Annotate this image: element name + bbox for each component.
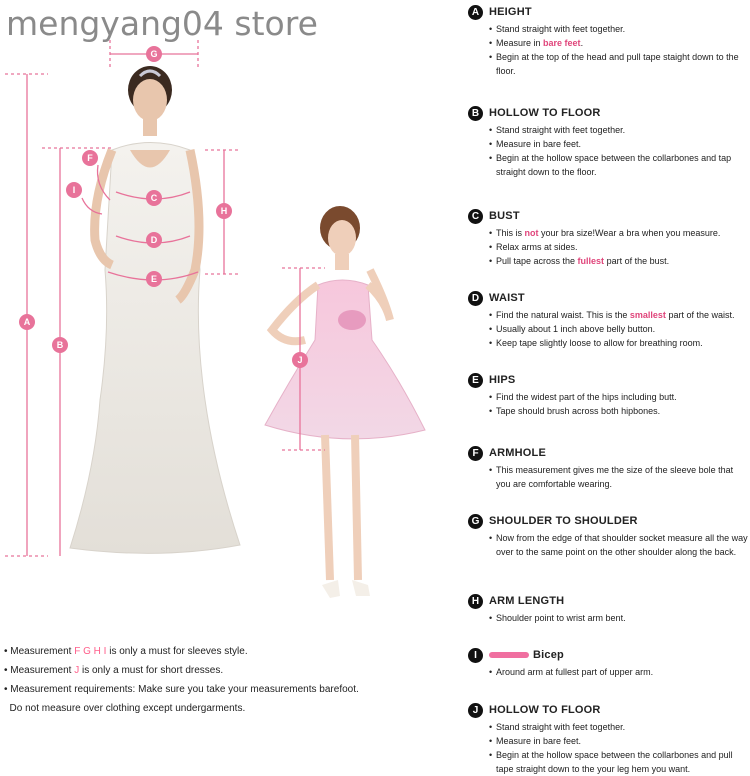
figure-label-g bbox=[146, 46, 162, 62]
svg-text:D: D bbox=[150, 235, 158, 245]
bullet-item: • Tape should brush across both hipbones. bbox=[490, 404, 750, 418]
letter-badge-icon: A bbox=[468, 5, 483, 20]
bullet-item: • Pull tape across the fullest part of the bust. bbox=[490, 254, 750, 268]
section-title: WAIST bbox=[489, 292, 525, 304]
letter-badge-icon: I bbox=[468, 648, 483, 663]
svg-text:J: J bbox=[297, 355, 303, 365]
svg-text:E: E bbox=[150, 274, 158, 284]
section-c bbox=[468, 208, 750, 268]
section-d bbox=[468, 290, 750, 350]
section-title: ARMHOLE bbox=[489, 447, 547, 459]
bullet-item: • This is not your bra size!Wear a bra when you measure. bbox=[490, 226, 750, 240]
figure-label-j bbox=[292, 352, 308, 368]
section-j bbox=[468, 702, 750, 776]
letter-badge-icon: D bbox=[468, 291, 483, 306]
notes bbox=[4, 642, 424, 718]
section-title: Bicep bbox=[533, 649, 564, 661]
bullet-item: • Stand straight with feet together. bbox=[490, 720, 750, 734]
section-title: HOLLOW TO FLOOR bbox=[489, 107, 601, 119]
bullet-item: • Find the natural waist. This is the smallest part of the waist. bbox=[490, 308, 750, 322]
figure-label-f bbox=[82, 150, 98, 166]
section-title: SHOULDER TO SHOULDER bbox=[489, 515, 638, 527]
bullet-item: • Keep tape slightly loose to allow for breathing room. bbox=[490, 336, 750, 350]
section-i bbox=[468, 647, 750, 679]
figure-label-i bbox=[66, 182, 82, 198]
bullet-item: • Shoulder point to wrist arm bent. bbox=[490, 611, 750, 625]
figure-label-c bbox=[146, 190, 162, 206]
letter-badge-icon: J bbox=[468, 703, 483, 718]
bullet-item: • Usually about 1 inch above belly button. bbox=[490, 322, 750, 336]
section-title: ARM LENGTH bbox=[489, 595, 565, 607]
figure-label-h bbox=[216, 203, 232, 219]
svg-text:F: F bbox=[87, 153, 93, 163]
section-a bbox=[468, 4, 750, 78]
svg-text:C: C bbox=[150, 193, 158, 203]
svg-text:I: I bbox=[72, 185, 76, 195]
note-undergarments: Do not measure over clothing except undergarments. bbox=[4, 703, 246, 714]
section-b bbox=[468, 105, 750, 179]
section-title: HEIGHT bbox=[489, 6, 532, 18]
store-watermark: mengyang04 store bbox=[6, 4, 318, 43]
svg-text:H: H bbox=[220, 206, 228, 216]
bullet-item: • Stand straight with feet together. bbox=[490, 22, 750, 36]
bullet-item: • Stand straight with feet together. bbox=[490, 123, 750, 137]
letter-badge-icon: E bbox=[468, 373, 483, 388]
note-short-dress: • Measurement J is only a must for short dresses. bbox=[4, 665, 224, 676]
letter-badge-icon: H bbox=[468, 594, 483, 609]
bullet-item: • Measure in bare feet. bbox=[490, 137, 750, 151]
note-sleeves: • Measurement F G H I is only a must for sleeves style. bbox=[4, 646, 248, 657]
bullet-item: • Measure in bare feet. bbox=[490, 36, 750, 50]
section-title: HOLLOW TO FLOOR bbox=[489, 704, 601, 716]
bullet-item: • Begin at the top of the head and pull tape staight down to the floor. bbox=[490, 50, 750, 78]
figure-label-d bbox=[146, 232, 162, 248]
measurement-figure bbox=[0, 0, 450, 640]
bullet-item: • Relax arms at sides. bbox=[490, 240, 750, 254]
pink-scribble-icon bbox=[489, 652, 529, 658]
short-dress-figure bbox=[265, 206, 425, 598]
letter-badge-icon: F bbox=[468, 446, 483, 461]
figure-label-e bbox=[146, 271, 162, 287]
bullet-item: • Measure in bare feet. bbox=[490, 734, 750, 748]
svg-text:B: B bbox=[56, 340, 64, 350]
note-barefoot: • Measurement requirements: Make sure you take your measurements barefoot. bbox=[4, 684, 359, 695]
bullet-item: • Begin at the hollow space between the collarbones and tap straight down to the floor. bbox=[490, 151, 750, 179]
bullet-item: • Begin at the hollow space between the collarbones and pull tape straight down to the your leg hem you want. bbox=[490, 748, 750, 776]
bride-figure bbox=[70, 66, 240, 553]
bullet-item: • Find the widest part of the hips including butt. bbox=[490, 390, 750, 404]
section-g bbox=[468, 513, 750, 559]
svg-text:A: A bbox=[23, 317, 31, 327]
figure-label-a bbox=[19, 314, 35, 330]
section-title: HIPS bbox=[489, 374, 516, 386]
svg-text:G: G bbox=[150, 49, 158, 59]
section-title: BUST bbox=[489, 210, 520, 222]
letter-badge-icon: G bbox=[468, 514, 483, 529]
section-f bbox=[468, 445, 750, 491]
bullet-item: • This measurement gives me the size of the sleeve bole that you are comfortable wearing. bbox=[490, 463, 750, 491]
figure-label-b bbox=[52, 337, 68, 353]
section-e bbox=[468, 372, 750, 418]
letter-badge-icon: B bbox=[468, 106, 483, 121]
letter-badge-icon: C bbox=[468, 209, 483, 224]
bullet-item: • Now from the edge of that shoulder socket measure all the way over to the same point on the other shoulder along the back. bbox=[490, 531, 750, 559]
bullet-item: • Around arm at fullest part of upper arm. bbox=[490, 665, 750, 679]
section-h bbox=[468, 593, 750, 625]
